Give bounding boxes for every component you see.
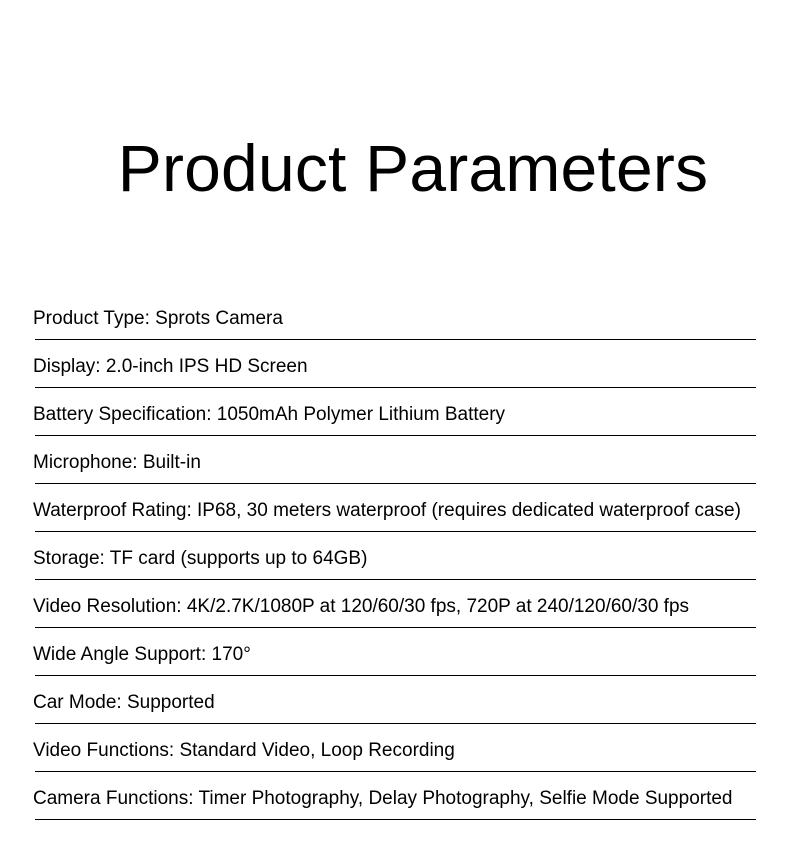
divider-line (35, 483, 756, 484)
parameter-row-waterproof (33, 487, 790, 535)
parameter-text: Microphone: Built-in (33, 452, 201, 473)
parameter-text: Video Functions: Standard Video, Loop Recording (33, 740, 455, 761)
divider-line (35, 819, 756, 820)
divider-line (35, 531, 756, 532)
parameter-row-video-functions (33, 727, 790, 775)
parameter-row-product-type (33, 295, 790, 343)
divider-line (35, 627, 756, 628)
divider-line (35, 771, 756, 772)
parameter-text: Display: 2.0-inch IPS HD Screen (33, 356, 308, 377)
parameter-row-battery (33, 391, 790, 439)
parameter-text: Storage: TF card (supports up to 64GB) (33, 548, 368, 569)
parameter-row-video-resolution (33, 583, 790, 631)
divider-line (35, 579, 756, 580)
parameter-text: Battery Specification: 1050mAh Polymer Lithium Battery (33, 404, 506, 425)
parameter-row-car-mode (33, 679, 790, 727)
page-title: Product Parameters (117, 131, 709, 205)
parameter-text: Waterproof Rating: IP68, 30 meters waterproof (requires dedicated waterproof case) (33, 500, 741, 521)
parameter-text: Video Resolution: 4K/2.7K/1080P at 120/60/30 fps, 720P at 240/120/60/30 fps (33, 596, 690, 617)
divider-line (35, 339, 756, 340)
divider-line (35, 387, 756, 388)
parameter-row-microphone (33, 439, 790, 487)
parameter-text: Camera Functions: Timer Photography, Delay Photography, Selfie Mode Supported (33, 788, 733, 809)
parameter-text: Car Mode: Supported (33, 692, 215, 713)
parameter-row-storage (33, 535, 790, 583)
divider-line (35, 723, 756, 724)
parameter-row-wide-angle (33, 631, 790, 679)
parameter-text: Wide Angle Support: 170° (33, 644, 251, 665)
divider-line (35, 675, 756, 676)
parameter-text: Product Type: Sprots Camera (33, 308, 283, 329)
parameter-row-display (33, 343, 790, 391)
parameter-list (33, 295, 790, 823)
parameter-row-camera-functions (33, 775, 790, 823)
divider-line (35, 435, 756, 436)
